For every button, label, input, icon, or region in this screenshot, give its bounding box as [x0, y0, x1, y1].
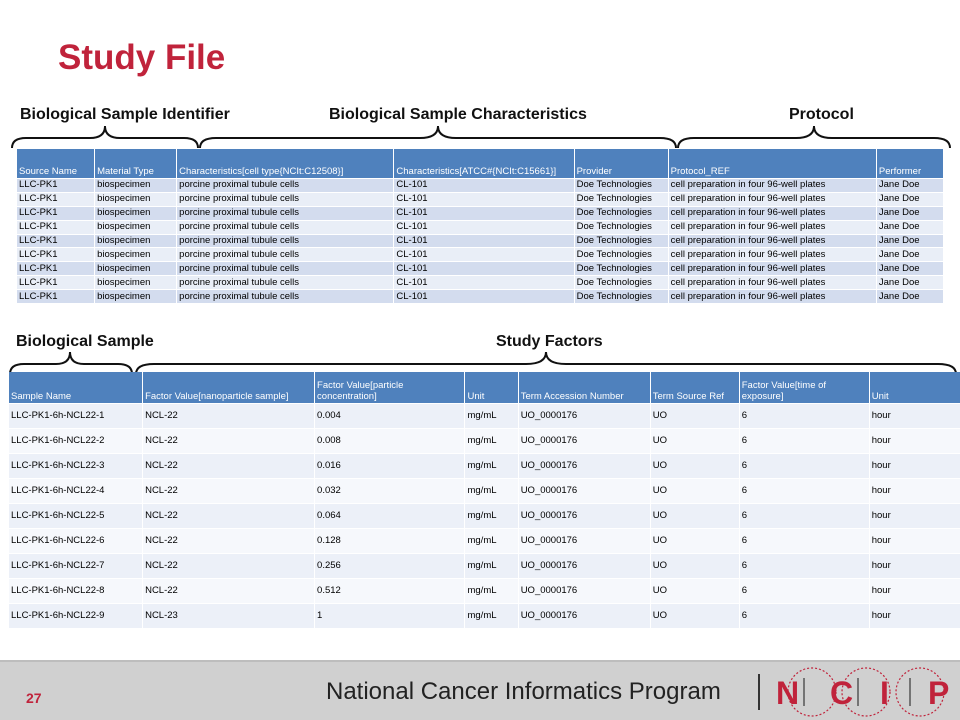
label-protocol: Protocol	[789, 106, 854, 123]
table-cell: 0.008	[315, 429, 464, 453]
table-cell: mg/mL	[465, 479, 517, 503]
table-cell: Jane Doe	[877, 221, 943, 234]
table-cell: CL-101	[394, 179, 573, 192]
brace-characteristics	[198, 124, 678, 150]
study-factors-table	[8, 371, 960, 629]
table-cell: NCL-23	[143, 604, 314, 628]
table-row	[17, 290, 943, 303]
table-cell: porcine proximal tubule cells	[177, 276, 393, 289]
table-cell: NCL-22	[143, 479, 314, 503]
label-biological-sample-characteristics: Biological Sample Characteristics	[329, 106, 587, 123]
table-row	[17, 248, 943, 261]
table-cell: mg/mL	[465, 554, 517, 578]
table-cell: Jane Doe	[877, 193, 943, 206]
table-cell: UO_0000176	[519, 404, 650, 428]
table-cell: hour	[870, 429, 960, 453]
table-cell: porcine proximal tubule cells	[177, 221, 393, 234]
table-cell: cell preparation in four 96-well plates	[669, 276, 876, 289]
table-cell: UO	[651, 554, 739, 578]
table-cell: CL-101	[394, 248, 573, 261]
brace-identifier	[10, 124, 200, 150]
column-header: Characteristics[cell type{NCIt:C12508}]	[177, 149, 393, 178]
table-cell: CL-101	[394, 193, 573, 206]
table-cell: Doe Technologies	[575, 193, 668, 206]
table-cell: cell preparation in four 96-well plates	[669, 179, 876, 192]
table-cell: NCL-22	[143, 504, 314, 528]
column-header: Factor Value[nanoparticle sample]	[143, 372, 314, 403]
column-header: Protocol_REF	[669, 149, 876, 178]
logo-letter-n: N	[776, 675, 800, 711]
table-cell: UO	[651, 429, 739, 453]
logo-letter-p: P	[928, 675, 950, 711]
table-cell: Doe Technologies	[575, 248, 668, 261]
table-cell: porcine proximal tubule cells	[177, 262, 393, 275]
table-cell: CL-101	[394, 221, 573, 234]
table-cell: 0.016	[315, 454, 464, 478]
table-cell: UO_0000176	[519, 479, 650, 503]
column-header: Source Name	[17, 149, 94, 178]
table-cell: LLC-PK1-6h-NCL22-2	[9, 429, 142, 453]
table-cell: biospecimen	[95, 207, 176, 220]
column-header: Provider	[575, 149, 668, 178]
table-row	[9, 454, 960, 478]
table-cell: biospecimen	[95, 221, 176, 234]
table-cell: 0.004	[315, 404, 464, 428]
label-biological-sample-identifier: Biological Sample Identifier	[20, 106, 230, 123]
column-header: Characteristics[ATCC#{NCIt:C15661}]	[394, 149, 573, 178]
table-cell: mg/mL	[465, 604, 517, 628]
column-header: Factor Value[time of exposure]	[740, 372, 869, 403]
table-row	[9, 554, 960, 578]
table-cell: LLC-PK1-6h-NCL22-5	[9, 504, 142, 528]
table-row	[17, 207, 943, 220]
table-cell: biospecimen	[95, 290, 176, 303]
table-cell: cell preparation in four 96-well plates	[669, 290, 876, 303]
table-cell: hour	[870, 404, 960, 428]
table-cell: LLC-PK1	[17, 179, 94, 192]
table-cell: Jane Doe	[877, 290, 943, 303]
table-cell: Doe Technologies	[575, 235, 668, 248]
table-cell: UO	[651, 479, 739, 503]
table-cell: mg/mL	[465, 579, 517, 603]
ncip-logo	[768, 664, 953, 720]
table-row	[9, 404, 960, 428]
table-row	[9, 529, 960, 553]
table-cell: UO_0000176	[519, 579, 650, 603]
column-header: Factor Value[particle concentration]	[315, 372, 464, 403]
table-cell: hour	[870, 579, 960, 603]
column-header: Sample Name	[9, 372, 142, 403]
table-cell: cell preparation in four 96-well plates	[669, 235, 876, 248]
table-cell: biospecimen	[95, 193, 176, 206]
table-cell: porcine proximal tubule cells	[177, 207, 393, 220]
table-cell: Jane Doe	[877, 207, 943, 220]
column-header: Unit	[870, 372, 960, 403]
table-cell: UO	[651, 454, 739, 478]
table-row	[17, 235, 943, 248]
slide-title: Study File	[58, 38, 226, 77]
table-cell: porcine proximal tubule cells	[177, 290, 393, 303]
brace-protocol	[676, 124, 952, 150]
table-row	[17, 262, 943, 275]
table-cell: UO	[651, 404, 739, 428]
table-cell: hour	[870, 529, 960, 553]
table-cell: CL-101	[394, 235, 573, 248]
table-row	[17, 179, 943, 192]
table-row	[9, 504, 960, 528]
table-cell: UO_0000176	[519, 554, 650, 578]
table-cell: NCL-22	[143, 554, 314, 578]
table-cell: LLC-PK1-6h-NCL22-4	[9, 479, 142, 503]
table-cell: LLC-PK1-6h-NCL22-1	[9, 404, 142, 428]
table-cell: 1	[315, 604, 464, 628]
table-cell: LLC-PK1-6h-NCL22-3	[9, 454, 142, 478]
column-header: Unit	[465, 372, 517, 403]
table-cell: Doe Technologies	[575, 276, 668, 289]
table-cell: LLC-PK1-6h-NCL22-6	[9, 529, 142, 553]
column-header: Term Source Ref	[651, 372, 739, 403]
table-row	[17, 221, 943, 234]
table-cell: Doe Technologies	[575, 207, 668, 220]
table-cell: porcine proximal tubule cells	[177, 248, 393, 261]
table-cell: UO_0000176	[519, 429, 650, 453]
table-cell: mg/mL	[465, 454, 517, 478]
table-row	[9, 604, 960, 628]
table-cell: 6	[740, 504, 869, 528]
table-cell: UO	[651, 529, 739, 553]
table-cell: NCL-22	[143, 404, 314, 428]
column-header: Material Type	[95, 149, 176, 178]
logo-divider	[758, 674, 760, 710]
table-cell: 6	[740, 554, 869, 578]
label-biological-sample: Biological Sample	[16, 333, 154, 350]
table-cell: Jane Doe	[877, 235, 943, 248]
label-study-factors: Study Factors	[496, 333, 603, 350]
table-cell: porcine proximal tubule cells	[177, 193, 393, 206]
table-cell: LLC-PK1-6h-NCL22-7	[9, 554, 142, 578]
table-cell: LLC-PK1-6h-NCL22-9	[9, 604, 142, 628]
logo-letter-c: C	[830, 675, 854, 711]
table-cell: 0.064	[315, 504, 464, 528]
column-header: Term Accession Number	[519, 372, 650, 403]
table-cell: biospecimen	[95, 262, 176, 275]
table-cell: NCL-22	[143, 529, 314, 553]
column-header: Performer	[877, 149, 943, 178]
table-cell: cell preparation in four 96-well plates	[669, 207, 876, 220]
table-cell: cell preparation in four 96-well plates	[669, 248, 876, 261]
table-cell: UO_0000176	[519, 604, 650, 628]
table-cell: NCL-22	[143, 579, 314, 603]
table-cell: NCL-22	[143, 454, 314, 478]
table-cell: LLC-PK1	[17, 290, 94, 303]
table-cell: mg/mL	[465, 404, 517, 428]
table-cell: LLC-PK1	[17, 207, 94, 220]
table-cell: cell preparation in four 96-well plates	[669, 221, 876, 234]
table-cell: Doe Technologies	[575, 179, 668, 192]
table-cell: UO_0000176	[519, 504, 650, 528]
table-cell: porcine proximal tubule cells	[177, 179, 393, 192]
table-cell: CL-101	[394, 290, 573, 303]
table-cell: UO_0000176	[519, 529, 650, 553]
table-cell: CL-101	[394, 262, 573, 275]
table-cell: biospecimen	[95, 248, 176, 261]
table-cell: LLC-PK1	[17, 221, 94, 234]
table-cell: biospecimen	[95, 235, 176, 248]
table-cell: porcine proximal tubule cells	[177, 235, 393, 248]
table-cell: biospecimen	[95, 276, 176, 289]
table-cell: 6	[740, 529, 869, 553]
table-cell: hour	[870, 479, 960, 503]
table-cell: 0.032	[315, 479, 464, 503]
table-cell: 6	[740, 404, 869, 428]
table-cell: Jane Doe	[877, 179, 943, 192]
table-cell: NCL-22	[143, 429, 314, 453]
table-cell: UO	[651, 504, 739, 528]
table-cell: Jane Doe	[877, 248, 943, 261]
table-header-row	[9, 372, 960, 403]
table-cell: Jane Doe	[877, 262, 943, 275]
table-cell: mg/mL	[465, 429, 517, 453]
table-cell: cell preparation in four 96-well plates	[669, 193, 876, 206]
table-cell: 6	[740, 604, 869, 628]
table-cell: biospecimen	[95, 179, 176, 192]
table-cell: LLC-PK1	[17, 193, 94, 206]
table-cell: Doe Technologies	[575, 262, 668, 275]
table-cell: Doe Technologies	[575, 290, 668, 303]
table-cell: hour	[870, 604, 960, 628]
table-cell: LLC-PK1-6h-NCL22-8	[9, 579, 142, 603]
biological-sample-table	[16, 148, 944, 304]
table-cell: hour	[870, 504, 960, 528]
table-cell: 6	[740, 479, 869, 503]
table-cell: 6	[740, 454, 869, 478]
table-cell: Doe Technologies	[575, 221, 668, 234]
program-name: National Cancer Informatics Program	[326, 678, 721, 705]
table-cell: hour	[870, 554, 960, 578]
table-row	[9, 479, 960, 503]
table-row	[17, 193, 943, 206]
table-cell: mg/mL	[465, 529, 517, 553]
table-cell: LLC-PK1	[17, 235, 94, 248]
logo-letter-i: I	[880, 675, 889, 711]
table-cell: UO_0000176	[519, 454, 650, 478]
table-header-row	[17, 149, 943, 178]
table-cell: cell preparation in four 96-well plates	[669, 262, 876, 275]
table-row	[17, 276, 943, 289]
table-cell: mg/mL	[465, 504, 517, 528]
table-row	[9, 579, 960, 603]
table-cell: Jane Doe	[877, 276, 943, 289]
table-cell: 0.256	[315, 554, 464, 578]
table-cell: 6	[740, 429, 869, 453]
page-number: 27	[26, 690, 42, 706]
table-cell: LLC-PK1	[17, 276, 94, 289]
table-cell: hour	[870, 454, 960, 478]
table-cell: LLC-PK1	[17, 248, 94, 261]
table-cell: CL-101	[394, 276, 573, 289]
table-cell: 0.128	[315, 529, 464, 553]
table-cell: UO	[651, 579, 739, 603]
table-cell: 0.512	[315, 579, 464, 603]
table-cell: LLC-PK1	[17, 262, 94, 275]
table-cell: CL-101	[394, 207, 573, 220]
table-row	[9, 429, 960, 453]
table-cell: UO	[651, 604, 739, 628]
table-cell: 6	[740, 579, 869, 603]
